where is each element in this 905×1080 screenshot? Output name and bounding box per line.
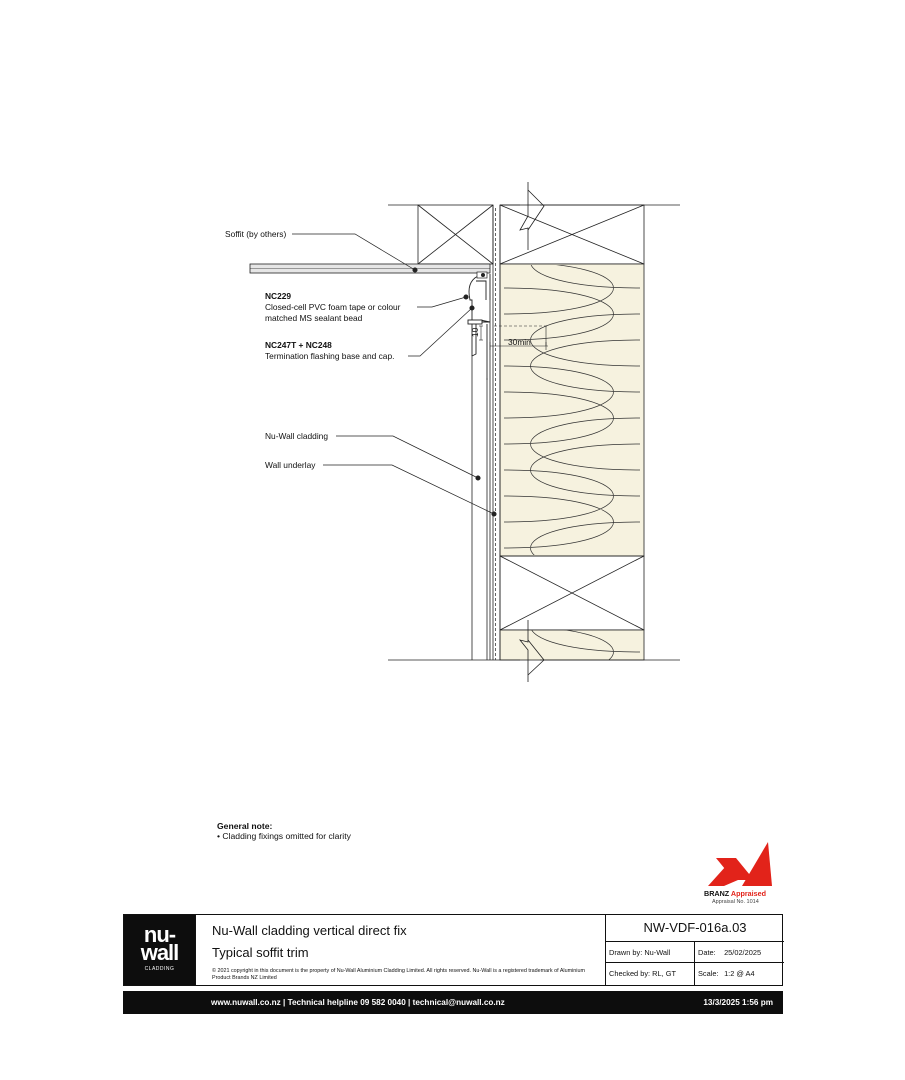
logo-line-2: wall: [140, 940, 179, 965]
footer-bar: [123, 991, 783, 1014]
general-note-title: General note:: [217, 821, 273, 831]
footer-timestamp: 13/3/2025 1:56 pm: [703, 998, 773, 1007]
branz-appraised: Appraised: [730, 889, 767, 898]
date-value: 25/02/2025: [724, 948, 762, 957]
wall-frame-lines: [493, 205, 500, 660]
date-label: Date:: [698, 948, 716, 957]
insulation-batts-lower: [500, 600, 644, 678]
label-nc247-code: NC247T + NC248: [265, 340, 332, 350]
title-block-details: [605, 915, 784, 985]
label-nc229-desc-2: matched MS sealant bead: [265, 313, 363, 323]
branz-brand: BRANZ: [704, 889, 730, 898]
branz-wordmark: [704, 889, 766, 898]
drawn-by: Drawn by: Nu-Wall: [606, 942, 695, 963]
logo-line-3: CLADDING: [144, 966, 175, 972]
scale-label: Scale:: [698, 969, 719, 978]
nc229-foam-tape: [477, 272, 487, 278]
title-block: [123, 914, 783, 986]
checked-by: Checked by: RL, GT: [606, 963, 695, 985]
label-nc247-desc: Termination flashing base and cap.: [265, 351, 395, 361]
date-cell: [695, 942, 784, 963]
branz-subtext: Appraisal No. 1014: [712, 899, 759, 905]
drawing-subtitle: Typical soffit trim: [212, 945, 309, 960]
general-note-item: • Cladding fixings omitted for clarity: [217, 831, 351, 841]
label-nc229-desc-1: Closed-cell PVC foam tape or colour: [265, 302, 401, 312]
title-block-main: [195, 915, 606, 985]
mid-nog-timber: [500, 556, 644, 630]
label-cladding: Nu-Wall cladding: [265, 431, 328, 441]
logo-line-1: nu-: [143, 922, 176, 947]
label-nc229-code: NC229: [265, 291, 292, 301]
copyright-notice: © 2021 copyright in this document is the property of Nu-Wall Aluminium Cladding Limited. All rights reserved. Nu-Wall is a registered trademark of Aluminium Product Brands NZ Limited: [212, 968, 585, 981]
leader-lines: [292, 234, 496, 516]
scale-value: 1:2 @ A4: [724, 969, 755, 978]
soffit-board: [250, 264, 490, 273]
insulation-batts-upper: [500, 236, 644, 574]
drawing-title: Nu-Wall cladding vertical direct fix: [212, 923, 407, 938]
break-line-top: [520, 182, 544, 250]
general-note: [217, 821, 351, 841]
dimension-10-label: 10: [470, 327, 480, 337]
drawing-code: NW-VDF-016a.03: [606, 915, 784, 942]
label-underlay: Wall underlay: [265, 460, 316, 470]
scale-cell: [695, 963, 784, 985]
nu-wall-logo: [124, 915, 195, 985]
termination-flashing: [468, 274, 490, 380]
footer-links[interactable]: www.nuwall.co.nz | Technical helpline 09 582 0040 | technical@nuwall.co.nz: [211, 998, 505, 1007]
dimension-30min-label: 30min: [508, 337, 531, 347]
label-soffit: Soffit (by others): [225, 229, 287, 239]
top-plate-timber: [388, 205, 680, 264]
